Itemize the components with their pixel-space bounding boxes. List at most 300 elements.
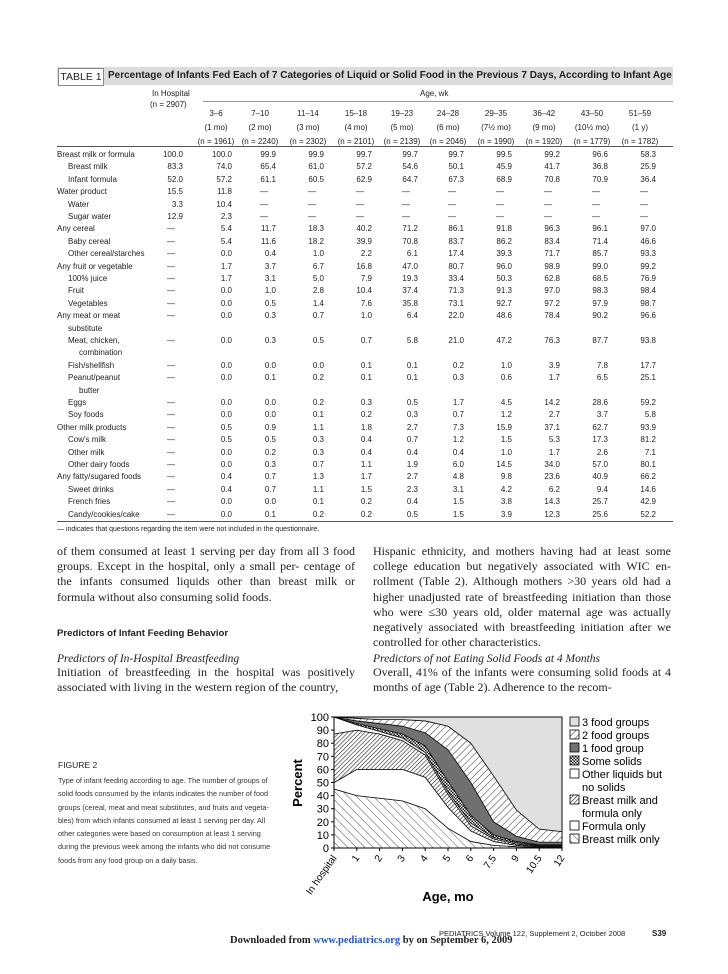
table-cell: — xyxy=(356,212,364,221)
table-cell: 1.9 xyxy=(406,460,418,469)
table-cell: 98.9 xyxy=(544,261,560,271)
table-cell: 87.7 xyxy=(592,336,608,345)
table-cell: — xyxy=(402,212,410,221)
table-cell: 0.0 xyxy=(264,497,276,507)
hospital-header: In Hospital xyxy=(152,89,190,98)
y-tick-label: 20 xyxy=(316,816,329,829)
table-cell: 73.1 xyxy=(448,298,464,308)
table-cell: 2.7 xyxy=(406,472,418,482)
table-cell: 1.7 xyxy=(548,373,560,383)
legend-swatch xyxy=(570,795,579,804)
table-cell: 0.0 xyxy=(220,509,232,519)
table-cell: 100.0 xyxy=(211,150,232,159)
table-cell: 1.8 xyxy=(360,422,372,432)
row-label: Water product xyxy=(57,187,107,197)
table-cell: 1.5 xyxy=(360,484,372,494)
row-label: Fish/shellfish xyxy=(68,360,115,370)
table-cell: — xyxy=(167,274,175,283)
table-cell: 70.9 xyxy=(592,174,608,184)
table-cell: 0.3 xyxy=(360,398,372,407)
table-cell: — xyxy=(167,410,175,420)
table-cell: — xyxy=(308,212,316,221)
x-tick-label: 10.5 xyxy=(524,853,545,876)
row-label: Sweet drinks xyxy=(68,484,114,494)
table-cell: 1.0 xyxy=(360,311,372,321)
table-cell: 37.1 xyxy=(544,422,560,432)
table-cell: 52.0 xyxy=(167,174,183,184)
table-cell: 90.2 xyxy=(592,311,608,321)
y-tick-label: 40 xyxy=(316,790,329,803)
table-cell: 0.5 xyxy=(220,435,232,445)
table-cell: 80.1 xyxy=(640,460,656,469)
legend-label: 2 food groups xyxy=(582,730,650,742)
y-tick-label: 50 xyxy=(316,777,329,790)
table-cell: 71.4 xyxy=(592,236,608,246)
column-header-weeks: 36–42 xyxy=(532,109,556,118)
column-header-weeks: 3–6 xyxy=(209,109,223,118)
hospital-n: (n = 2907) xyxy=(150,100,187,109)
table-cell: — xyxy=(167,497,175,507)
table-cell: 0.5 xyxy=(264,435,276,445)
table-cell: 99.9 xyxy=(308,150,324,159)
y-tick-label: 0 xyxy=(322,843,329,855)
figure-caption: Type of infant feeding according to age. The number of groups of solid foods consumed by the infants indicates the number of food groups (cereal, meat and meat substitutes, and fruits and vegeta- bles) from which infants consumed at least 1 serving per day. All other categories were based on consumption at least 1 serving during the previous week among the infants who did not consume foods from any food group on a daily basis. xyxy=(58,776,271,865)
table-cell: 99.7 xyxy=(402,150,418,159)
row-label: Sugar water xyxy=(68,212,112,221)
table-cell: 99.2 xyxy=(640,261,656,271)
column-header-weeks: 51–59 xyxy=(628,109,652,118)
x-tick-label: 9 xyxy=(509,853,522,865)
table-cell: 1.0 xyxy=(264,286,276,296)
table-cell: — xyxy=(167,460,175,469)
row-label: 100% juice xyxy=(68,274,108,283)
table-cell: — xyxy=(167,236,175,246)
y-tick-label: 80 xyxy=(316,738,329,751)
table-cell: 17.3 xyxy=(592,435,608,445)
legend-swatch xyxy=(570,821,579,830)
table-cell: 0.1 xyxy=(264,373,276,383)
row-label: Candy/cookies/cake xyxy=(68,509,140,519)
table-cell: 2.7 xyxy=(548,410,560,420)
table-cell: — xyxy=(402,187,410,197)
row-label: French fries xyxy=(68,497,111,507)
table-cell: 2.8 xyxy=(312,286,324,296)
table-cell: 1.7 xyxy=(452,398,464,407)
right-paragraph-1: Hispanic ethnicity, and mothers having had at least some college education but negatively associated with WIC en- rollment (Table 2). Although mothers >30 years old had a higher unadjusted rate of breastfeeding initiation than those who were ≤30 years old, older maternal age was actually negatively associated with breastfeeding initiation after we controlled for other characteristics. xyxy=(373,544,671,650)
table-cell: 85.7 xyxy=(592,249,608,259)
table-cell: 74.0 xyxy=(216,162,232,172)
table-cell: 34.0 xyxy=(544,460,560,469)
table-cell: 100.0 xyxy=(162,150,183,159)
footer-download-line xyxy=(230,935,513,946)
table-cell: 98.7 xyxy=(640,298,656,308)
table-cell: 50.1 xyxy=(448,162,464,172)
table-cell: 22.0 xyxy=(448,311,464,321)
table-footnote: — indicates that questions regarding the item were not included in the questionnaire. xyxy=(57,526,320,533)
table-cell: 99.9 xyxy=(260,150,276,159)
table-cell: 40.9 xyxy=(592,472,608,482)
column-header-weeks: 7–10 xyxy=(251,109,269,118)
table-cell: — xyxy=(402,199,410,209)
table-cell: 41.7 xyxy=(544,162,560,172)
table-cell: 0.0 xyxy=(220,249,232,259)
table-cell: 52.2 xyxy=(640,509,656,519)
table-cell: — xyxy=(167,311,175,321)
table-cell: 3.1 xyxy=(452,484,464,494)
table-cell: 0.0 xyxy=(264,360,276,370)
table-cell: 25.9 xyxy=(640,162,656,172)
table-cell: — xyxy=(544,212,552,221)
row-label: Other milk products xyxy=(57,422,127,432)
column-header-months: (10½ mo) xyxy=(574,123,610,132)
table-cell: 0.2 xyxy=(360,497,372,507)
table-cell: 2.2 xyxy=(360,249,372,259)
table-cell: 0.0 xyxy=(264,398,276,407)
table-cell: 58.3 xyxy=(640,150,656,159)
column-header-n: (n = 1990) xyxy=(477,137,515,146)
column-header-months: (1 mo) xyxy=(204,123,228,132)
table-cell: 0.0 xyxy=(220,311,232,321)
row-label: Other cereal/starches xyxy=(68,249,145,259)
age-header-rule xyxy=(203,101,673,102)
table-cell: 15.9 xyxy=(496,422,512,432)
table-cell: 25.6 xyxy=(592,509,608,519)
footer-page-number: S39 xyxy=(652,929,667,938)
table-cell: 6.4 xyxy=(406,311,418,321)
row-label: Baby cereal xyxy=(68,236,111,246)
table-cell: 33.4 xyxy=(448,274,464,283)
table-cell: — xyxy=(260,187,268,197)
legend-label: Other liquids but xyxy=(582,769,663,781)
table-cell: 65.4 xyxy=(260,162,276,172)
table-cell: — xyxy=(640,212,648,221)
table-cell: 0.3 xyxy=(264,336,276,345)
table-cell: — xyxy=(167,398,175,407)
column-header-months: (3 mo) xyxy=(296,123,320,132)
table-cell: — xyxy=(167,336,175,345)
table-cell: — xyxy=(167,509,175,519)
table-cell: 64.7 xyxy=(402,174,418,184)
table-cell: 7.3 xyxy=(452,422,464,432)
table-cell: 3.1 xyxy=(264,274,276,283)
table-cell: 11.8 xyxy=(217,187,232,197)
row-label: Peanut/peanut xyxy=(68,373,121,383)
table-cell: 0.0 xyxy=(220,373,232,383)
table-cell: 48.6 xyxy=(496,311,512,321)
row-label: combination xyxy=(79,348,123,358)
table-cell: 14.6 xyxy=(640,484,656,494)
table-cell: 0.0 xyxy=(220,447,232,457)
table-cell: 14.3 xyxy=(544,497,560,507)
x-axis-label: Age, mo xyxy=(422,889,474,904)
row-label: Breast milk or formula xyxy=(57,150,135,159)
legend-swatch xyxy=(570,743,579,752)
table-cell: 62.7 xyxy=(592,422,608,432)
row-label: Fruit xyxy=(68,286,84,296)
table-cell: — xyxy=(260,199,268,209)
table-cell: 0.1 xyxy=(360,373,372,383)
table-cell: 0.2 xyxy=(452,360,464,370)
table-cell: 70.8 xyxy=(544,174,560,184)
table-cell: 0.0 xyxy=(220,336,232,345)
table-cell: 66.2 xyxy=(640,472,656,482)
table-cell: 3.9 xyxy=(548,360,560,370)
table-cell: 61.1 xyxy=(260,174,276,184)
header-rule xyxy=(57,146,673,147)
table-cell: 7.1 xyxy=(644,447,656,457)
table-cell: 11.7 xyxy=(261,224,276,234)
column-header-n: (n = 2302) xyxy=(289,137,327,146)
table-cell: — xyxy=(167,447,175,457)
table-cell: 1.0 xyxy=(500,447,512,457)
table-cell: 59.2 xyxy=(640,398,656,407)
table-cell: 0.5 xyxy=(220,422,232,432)
table-cell: 25.1 xyxy=(640,373,656,383)
table-bottom-rule xyxy=(57,521,673,522)
x-tick-label: 7.5 xyxy=(482,853,500,872)
table-cell: 45.9 xyxy=(496,162,512,172)
table-cell: 0.7 xyxy=(264,472,276,482)
table-cell: 68.5 xyxy=(592,274,608,283)
table-cell: 39.3 xyxy=(496,249,512,259)
y-tick-label: 100 xyxy=(310,712,329,724)
table-cell: 96.3 xyxy=(544,224,560,234)
table-cell: — xyxy=(167,249,175,259)
table-cell: 1.5 xyxy=(500,435,512,445)
table-cell: 11.6 xyxy=(261,236,276,246)
table-cell: 83.7 xyxy=(448,236,464,246)
row-label: Any meat or meat xyxy=(57,311,121,321)
table-cell: — xyxy=(496,187,504,197)
table-cell: — xyxy=(167,224,175,234)
y-axis-label: Percent xyxy=(290,759,305,807)
table-cell: 0.5 xyxy=(312,336,324,345)
footer-journal: PEDIATRICS Volume 122, Supplement 2, October 2008 xyxy=(439,929,626,938)
table-cell: 92.7 xyxy=(496,298,512,308)
table-cell: 97.2 xyxy=(544,298,560,308)
table-cell: 0.3 xyxy=(312,435,324,445)
table-cell: 91.3 xyxy=(496,286,512,296)
table-cell: 47.2 xyxy=(496,336,512,345)
table-cell: 0.7 xyxy=(264,484,276,494)
table-cell: 36.4 xyxy=(640,174,656,184)
x-tick-label: 4 xyxy=(418,853,431,865)
table-cell: 71.3 xyxy=(448,286,464,296)
column-header-n: (n = 2240) xyxy=(241,137,279,146)
table-cell: 10.4 xyxy=(356,286,372,296)
table-cell: 0.4 xyxy=(360,435,372,445)
table-cell: 0.7 xyxy=(360,336,372,345)
table-cell: — xyxy=(640,187,648,197)
table-cell: 93.3 xyxy=(640,249,656,259)
table-cell: 0.2 xyxy=(312,373,324,383)
legend-label: Formula only xyxy=(582,821,646,833)
table-cell: 3.3 xyxy=(171,199,183,209)
table-cell: 98.3 xyxy=(592,286,608,296)
table-cell: 99.0 xyxy=(592,261,608,271)
table-cell: — xyxy=(592,187,600,197)
table-cell: — xyxy=(356,187,364,197)
table-cell: 39.9 xyxy=(356,236,372,246)
table-cell: 46.6 xyxy=(640,236,656,246)
table-cell: 1.7 xyxy=(220,261,232,271)
table-cell: 0.9 xyxy=(264,422,276,432)
table-cell: 67.3 xyxy=(448,174,464,184)
x-tick-label: 5 xyxy=(441,853,454,865)
chart-legend xyxy=(570,717,662,846)
table-cell: 1.5 xyxy=(452,509,464,519)
table-cell: 76.9 xyxy=(640,274,656,283)
column-header-weeks: 11–14 xyxy=(297,109,319,118)
table-cell: — xyxy=(448,212,456,221)
table-cell: — xyxy=(496,212,504,221)
table-cell: 0.0 xyxy=(220,497,232,507)
legend-swatch xyxy=(570,756,579,765)
table-cell: 54.6 xyxy=(402,162,418,172)
table-cell: — xyxy=(308,187,316,197)
x-tick-label: In hospital xyxy=(304,853,340,898)
table-cell: 99.7 xyxy=(356,150,372,159)
table-cell: — xyxy=(448,187,456,197)
table-cell: 2.6 xyxy=(596,447,608,457)
table-cell: 5.8 xyxy=(644,410,656,420)
row-label: substitute xyxy=(68,323,103,333)
table-cell: 0.7 xyxy=(312,460,324,469)
table-tag: TABLE 1 xyxy=(58,68,104,86)
table-cell: 0.4 xyxy=(452,447,464,457)
table-cell: 0.5 xyxy=(406,398,418,407)
table-cell: 0.0 xyxy=(220,460,232,469)
table-cell: 57.0 xyxy=(592,460,608,469)
table-cell: 97.0 xyxy=(640,224,656,234)
table-cell: 0.4 xyxy=(220,472,232,482)
table-cell: 0.4 xyxy=(360,447,372,457)
figure-label: FIGURE 2 xyxy=(58,760,98,770)
table-cell: 0.0 xyxy=(220,286,232,296)
table-cell: 0.4 xyxy=(220,484,232,494)
table-cell: 96.6 xyxy=(592,150,608,159)
y-tick-label: 10 xyxy=(316,829,329,842)
table-cell: 0.3 xyxy=(452,373,464,383)
table-cell: 5.0 xyxy=(312,274,324,283)
table-cell: 4.8 xyxy=(452,472,464,482)
table-cell: 1.4 xyxy=(312,298,324,308)
table-cell: — xyxy=(167,298,175,308)
table-cell: 0.0 xyxy=(220,360,232,370)
table-cell: 1.7 xyxy=(360,472,372,482)
table-cell: 17.4 xyxy=(448,249,464,259)
legend-swatch xyxy=(570,730,579,739)
table-cell: 1.7 xyxy=(220,274,232,283)
table-cell: 6.5 xyxy=(596,373,608,383)
table-cell: 0.3 xyxy=(264,311,276,321)
x-tick-label: 6 xyxy=(464,853,477,865)
table-cell: 12.9 xyxy=(167,212,183,221)
table-cell: 0.2 xyxy=(312,398,324,407)
table-cell: 86.1 xyxy=(448,224,464,234)
table-cell: — xyxy=(260,212,268,221)
heading-in-hospital: Predictors of In-Hospital Breastfeeding xyxy=(57,653,240,665)
table-cell: 2.7 xyxy=(406,422,418,432)
legend-label: formula only xyxy=(582,808,642,820)
table-cell: 1.3 xyxy=(312,472,324,482)
table-cell: 5.8 xyxy=(406,336,418,345)
table-cell: 0.2 xyxy=(264,447,276,457)
table-cell: 23.6 xyxy=(544,472,560,482)
table-cell: 0.5 xyxy=(264,298,276,308)
table-cell: 0.3 xyxy=(406,410,418,420)
table-cell: 0.0 xyxy=(264,410,276,420)
legend-swatch xyxy=(570,769,579,778)
x-tick-label: 2 xyxy=(372,853,386,865)
column-header-weeks: 19–23 xyxy=(390,109,414,118)
table-cell: 83.3 xyxy=(167,162,183,172)
column-header-n: (n = 1920) xyxy=(525,137,563,146)
table-cell: — xyxy=(640,199,648,209)
table-cell: 98.4 xyxy=(640,286,656,296)
table-cell: 0.1 xyxy=(312,497,324,507)
table-cell: 7.9 xyxy=(360,274,372,283)
legend-label: Breast milk and xyxy=(582,795,658,807)
table-cell: — xyxy=(167,472,175,482)
x-tick-label: 3 xyxy=(395,853,408,865)
y-tick-label: 30 xyxy=(316,803,329,816)
table-cell: 2.3 xyxy=(220,212,232,221)
column-header-n: (n = 1782) xyxy=(621,137,659,146)
table-cell: 12.3 xyxy=(544,509,560,519)
download-prefix: Downloaded from xyxy=(230,935,314,946)
table-cell: 71.7 xyxy=(544,249,560,259)
table-cell: 0.1 xyxy=(406,373,418,383)
column-header-n: (n = 1779) xyxy=(573,137,611,146)
column-header-n: (n = 2101) xyxy=(337,137,375,146)
table-cell: 60.5 xyxy=(308,174,324,184)
column-header-months: (7½ mo) xyxy=(481,123,511,132)
table-cell: 7.6 xyxy=(360,298,372,308)
row-label: Other milk xyxy=(68,447,105,457)
download-link[interactable]: www.pediatrics.org xyxy=(313,935,401,946)
column-header-months: (1 y) xyxy=(632,123,648,132)
column-header-months: (5 mo) xyxy=(390,123,414,132)
table-cell: 93.9 xyxy=(640,422,656,432)
table-cell: 86.2 xyxy=(496,236,512,246)
table-cell: — xyxy=(544,199,552,209)
column-header-n: (n = 2139) xyxy=(383,137,421,146)
table-cell: — xyxy=(167,373,175,383)
row-label: Cow's milk xyxy=(68,435,106,445)
table-cell: 70.8 xyxy=(402,236,418,246)
table-cell: — xyxy=(167,261,175,271)
table-cell: 25.7 xyxy=(592,497,608,507)
table-cell: 0.4 xyxy=(406,447,418,457)
table-cell: 0.7 xyxy=(452,410,464,420)
x-tick-label: 12 xyxy=(552,853,568,869)
table-cell: 80.7 xyxy=(448,261,464,271)
table-cell: 97.0 xyxy=(544,286,560,296)
table-cell: 0.2 xyxy=(360,410,372,420)
table-cell: 15.5 xyxy=(167,187,183,197)
table-cell: 6.7 xyxy=(312,261,324,271)
table-cell: 3.9 xyxy=(500,509,512,519)
table-cell: — xyxy=(167,286,175,296)
table-cell: — xyxy=(448,199,456,209)
table-cell: 0.7 xyxy=(406,435,418,445)
legend-label: Some solids xyxy=(582,756,642,768)
column-header-months: (2 mo) xyxy=(248,123,272,132)
table-title: Percentage of Infants Fed Each of 7 Categories of Liquid or Solid Food in the Previous 7 Days, According to Infant Age xyxy=(108,70,672,81)
table-cell: 99.7 xyxy=(448,150,464,159)
table-cell: 4.5 xyxy=(500,398,512,407)
